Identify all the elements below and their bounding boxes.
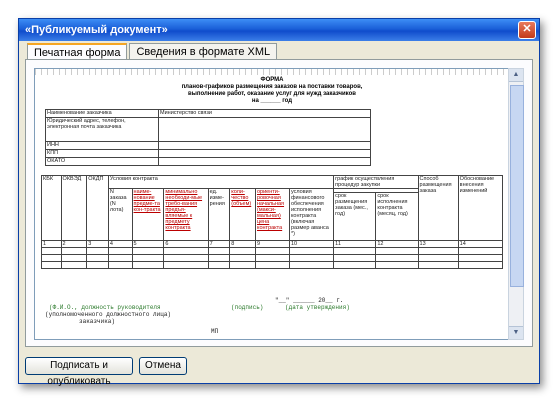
col-price: ориенти-ровочная начальная (макси-мальная) цена контракта [255,189,289,241]
approval-date-label: (дата утверждения) [285,304,350,311]
col-min-requirements: минимально необходи-мые требо-вания предъя-вляемые к предмету контракта [164,189,208,241]
col-kbk: КБК [42,176,62,241]
ruler [35,69,509,75]
stamp-mark: МП [211,328,219,335]
dialog-title: «Публикуемый документ» [25,24,168,36]
col-quantity: коли-чество (объем) [230,189,256,241]
vertical-scrollbar[interactable] [508,68,524,340]
info-label: Юридический адрес, телефон, электронная почта заказчика [46,118,159,142]
col-num: 11 [334,241,376,248]
table-row [42,262,503,269]
col-method: Способ размещения заказа [418,176,458,241]
col-num: 5 [132,241,164,248]
cancel-button[interactable]: Отмена [139,357,187,375]
table-number-row [42,241,503,248]
scroll-down-icon[interactable]: ▼ [509,326,523,339]
tab-print-form[interactable]: Печатная форма [27,43,127,62]
form-subtitle-2: выполнение работ, оказание услуг для нужд заказчиков [188,91,356,97]
info-label: ИНН [46,142,159,150]
signature-label: (подпись) [231,304,264,311]
info-value [159,118,371,142]
info-value [159,142,371,150]
col-num: 1 [42,241,62,248]
date-line: "__" ______ 20__ г. [275,297,344,304]
col-financing: условия финансового обеспечения исполнения контракта (включая размер аванса *) [289,189,333,241]
publish-document-dialog [18,18,540,387]
group-conditions: Условия контракта [108,176,333,189]
col-order-number: N заказа (N лота) [108,189,132,241]
sign-and-publish-button[interactable]: Подписать и опубликовать [25,357,133,375]
col-okdp: ОКДП [87,176,109,241]
signer-name-label: (Ф.И.О., должность руководителя [49,304,161,311]
col-execution-deadline: срок исполнения контракта (месяц, год) [376,193,418,241]
tab-xml[interactable]: Сведения в формате XML [129,43,277,60]
scroll-up-icon[interactable]: ▲ [509,69,523,82]
col-num: 6 [164,241,208,248]
signer-name-label-3: заказчика) [79,318,116,325]
tab-strip [27,43,279,59]
col-unit: ед. изме-рения [208,189,230,241]
col-num: 12 [376,241,418,248]
info-value [159,158,371,166]
info-label: Наименование заказчика [46,110,159,118]
info-value: Министерство связи [159,110,371,118]
table-row [42,255,503,262]
document-preview[interactable] [34,68,510,340]
plan-schedule-table [41,175,503,269]
col-num: 3 [87,241,109,248]
col-num: 7 [208,241,230,248]
scroll-thumb[interactable] [510,85,524,287]
col-okved: ОКВЭД [61,176,87,241]
form-subtitle-3: на ______ год [251,98,293,104]
col-placement-deadline: срок размещения заказа (мес., год) [334,193,376,241]
col-num: 9 [255,241,289,248]
tab-panel [25,59,533,347]
dialog-titlebar [19,19,539,41]
signer-name-label-2: (уполномоченного должностного лица) [45,311,172,318]
customer-info-table [45,109,371,166]
close-icon[interactable]: ✕ [518,21,536,39]
form-title: ФОРМА [260,77,284,83]
col-num: 8 [230,241,256,248]
col-subject-name: наиме-нование предме-та кон-тракта [132,189,164,241]
col-num: 4 [108,241,132,248]
col-reason: Обоснование внесения изменений [458,176,502,241]
col-num: 2 [61,241,87,248]
info-label: ОКАТО [46,158,159,166]
col-num: 13 [418,241,458,248]
table-row [42,248,503,255]
col-num: 10 [289,241,333,248]
form-subtitle-1: планов-графиков размещения заказов на поставки товаров, [181,84,363,90]
group-schedule: график осуществления процедур закупки [334,176,418,189]
col-num: 14 [458,241,502,248]
info-value [159,150,371,158]
info-label: КПП [46,150,159,158]
